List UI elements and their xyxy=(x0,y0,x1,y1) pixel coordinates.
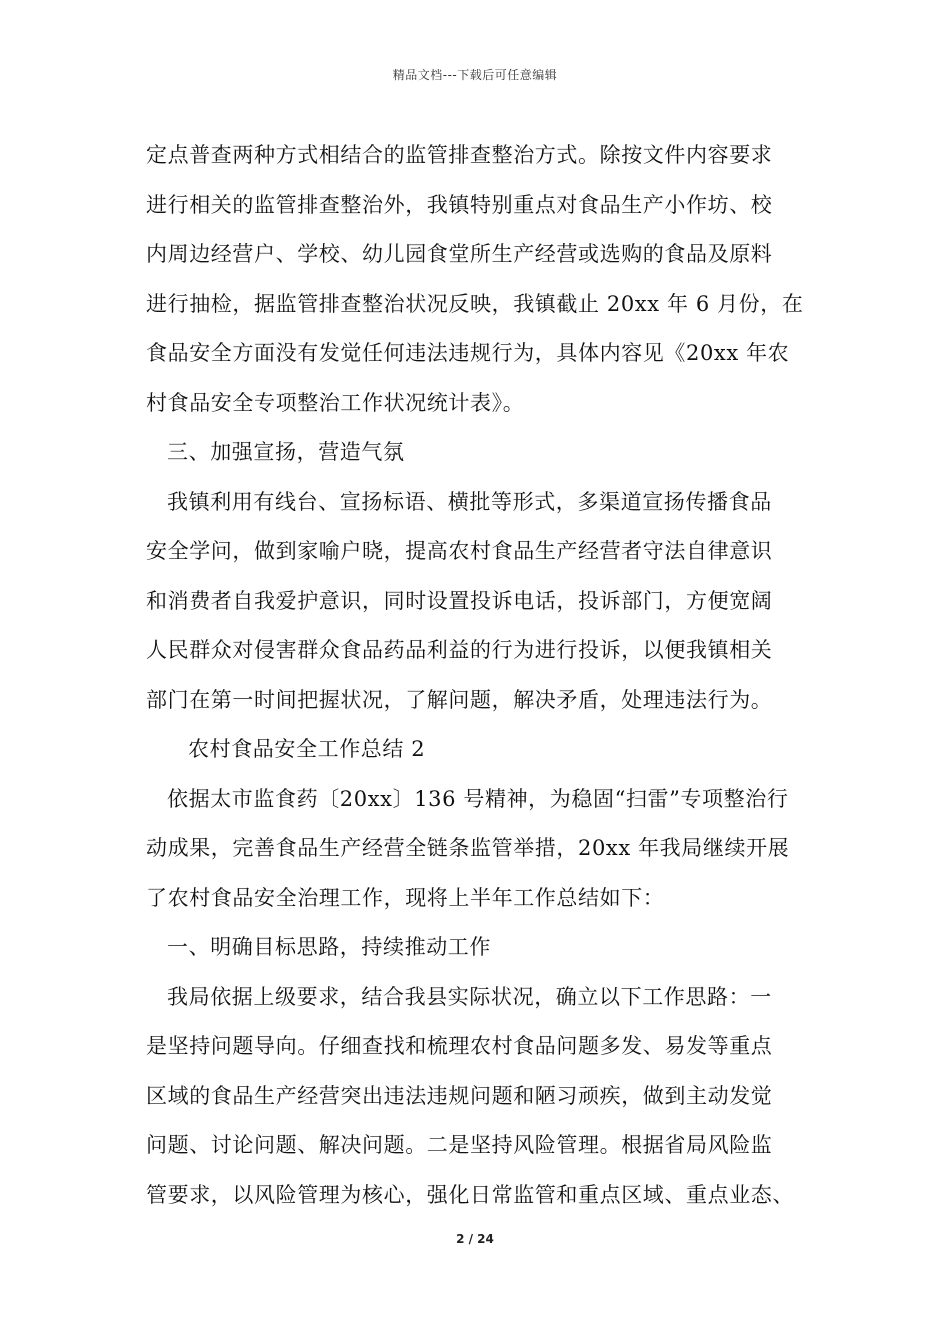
body-line-15: 动成果，完善食品生产经营全链条监管举措，20xx 年我局继续开展 xyxy=(146,836,790,860)
body-line-20: 区域的食品生产经营突出违法违规问题和陋习顽疾，做到主动发觉 xyxy=(146,1083,773,1108)
body-line-18: 我局依据上级要求，结合我县实际状况，确立以下工作思路：一 xyxy=(167,984,772,1009)
body-line-19: 是坚持问题导向。仔细查找和梳理农村食品问题多发、易发等重点 xyxy=(146,1034,773,1058)
body-line-14: 依据太市监食药〔20xx〕136 号精神，为稳固“扫雷”专项整治行 xyxy=(167,786,789,811)
body-line-16: 了农村食品安全治理工作，现将上半年工作总结如下： xyxy=(146,885,665,910)
body-line-8: 我镇利用有线台、宣扬标语、横批等形式，多渠道宣扬传播食品 xyxy=(167,489,772,514)
body-line-1: 定点普查两种方式相结合的监管排查整治方式。除按文件内容要求 xyxy=(146,143,773,167)
section-heading-1: 一、明确目标思路，持续推动工作 xyxy=(167,935,491,959)
body-line-22: 管要求，以风险管理为核心，强化日常监管和重点区域、重点业态、 xyxy=(146,1182,794,1207)
body-line-4: 进行抽检，据监管排查整治状况反映，我镇截止 20xx 年 6 月份，在 xyxy=(146,291,804,316)
section-heading-3: 三、加强宣扬，营造气氛 xyxy=(167,440,405,464)
body-line-10: 和消费者自我爱护意识，同时设置投诉电话，投诉部门，方便宽阔 xyxy=(146,588,773,613)
body-line-12: 部门在第一时间把握状况，了解问题，解决矛盾，处理违法行为。 xyxy=(146,687,773,712)
body-line-3: 内周边经营户、学校、幼儿园食堂所生产经营或选购的食品及原料 xyxy=(146,242,773,266)
body-line-9: 安全学问，做到家喻户晓，提高农村食品生产经营者守法自律意识 xyxy=(146,539,773,563)
body-line-21: 问题、讨论问题、解决问题。二是坚持风险管理。根据省局风险监 xyxy=(146,1133,773,1157)
body-line-6: 村食品安全专项整治工作状况统计表》。 xyxy=(146,390,525,415)
document-body xyxy=(146,131,826,1220)
page-number: 2 / 24 xyxy=(456,1232,494,1246)
body-line-2: 进行相关的监管排查整治外，我镇特别重点对食品生产小作坊、校 xyxy=(146,192,773,217)
article-title: 农村食品安全工作总结 2 xyxy=(188,737,426,761)
body-line-5: 食品安全方面没有发觉任何违法违规行为，具体内容见《20xx 年农 xyxy=(146,341,790,365)
page-header: 精品文档---下载后可任意编辑 xyxy=(392,68,558,82)
body-line-11: 人民群众对侵害群众食品药品利益的行为进行投诉，以便我镇相关 xyxy=(146,638,773,662)
